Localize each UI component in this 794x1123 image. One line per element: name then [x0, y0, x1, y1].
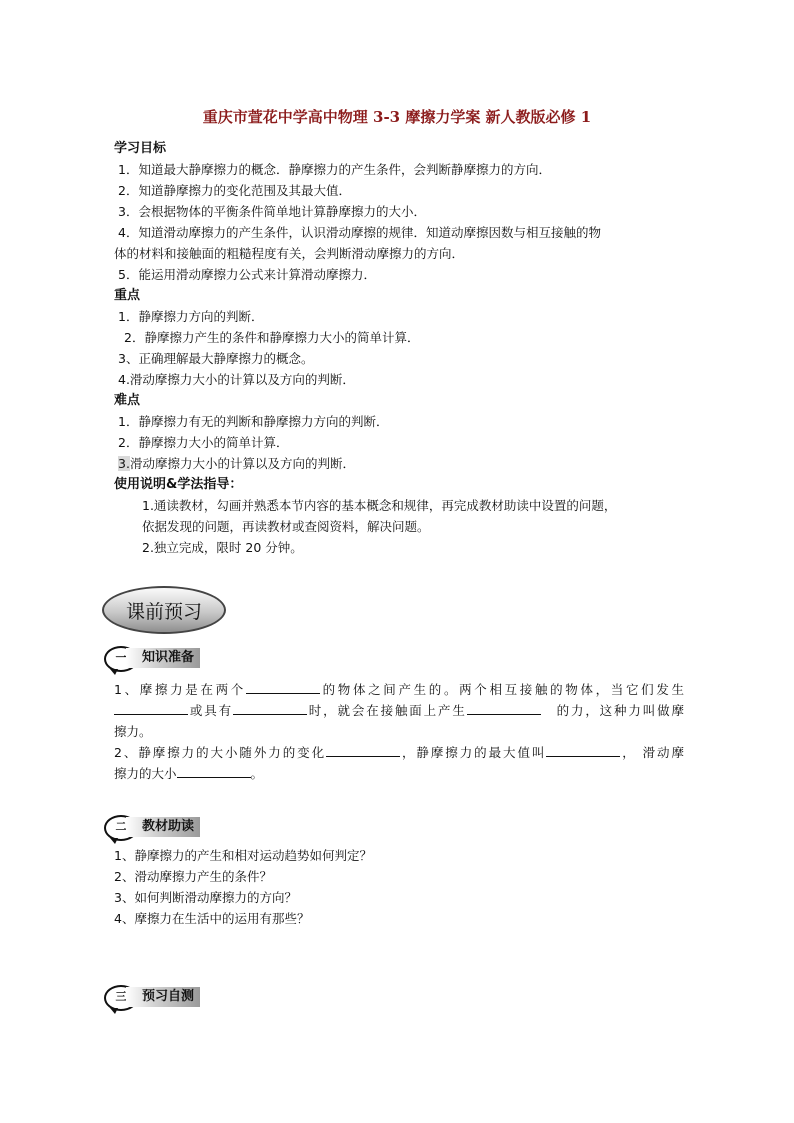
textbook-questions — [114, 845, 684, 929]
question-line — [114, 742, 684, 763]
instruction-item: 2.独立完成，限时 20 分钟。 — [142, 540, 303, 555]
section-label: 教材助读 — [126, 817, 200, 837]
question-line — [114, 700, 684, 721]
question-line: 3、如何判断滑动摩擦力的方向？ — [114, 890, 297, 905]
speech-bubble-icon: 二 — [104, 815, 138, 841]
objective-item: 1．知道最大静摩擦力的概念．静摩擦力的产生条件，会判断静摩擦力的方向． — [118, 162, 551, 177]
instruction-item: 1.通读教材，勾画并熟悉本节内容的基本概念和规律，再完成教材助读中设置的问题， — [142, 498, 617, 513]
difficulty-item-text: 滑动摩擦力大小的计算以及方向的判断． — [129, 456, 355, 471]
question-text: 2、静摩擦力的大小随外力的变化 — [114, 745, 327, 760]
answer-blank[interactable] — [546, 742, 620, 757]
section-header-knowledge — [104, 646, 224, 672]
question-text: 时，就会在接触面上产生 — [306, 703, 467, 718]
answer-blank[interactable] — [233, 700, 307, 715]
question-text: 1、摩擦力是在两个 — [114, 682, 246, 697]
preview-banner: 课前预习 — [102, 586, 226, 634]
key-points-heading: 重点 — [114, 288, 141, 303]
key-point-item: 1．静摩擦力方向的判断． — [118, 309, 264, 324]
question-line: 1、静摩擦力的产生和相对运动趋势如何判定？ — [114, 848, 372, 863]
question-line — [114, 763, 684, 784]
section-header-self-test — [104, 985, 224, 1011]
answer-blank[interactable] — [326, 742, 400, 757]
objective-item: 3．会根据物体的平衡条件简单地计算静摩擦力的大小． — [118, 204, 426, 219]
difficulty-item: 2．静摩擦力大小的简单计算． — [118, 435, 289, 450]
answer-blank[interactable] — [114, 700, 188, 715]
section-header-textbook — [104, 815, 224, 841]
question-text: 。 — [250, 766, 264, 781]
page-title: 重庆市萱花中学高中物理 3-3 摩擦力学案 新人教版必修 1 — [202, 108, 592, 126]
objective-item-continued: 体的材料和接触面的粗糙程度有关，会判断滑动摩擦力的方向． — [114, 246, 465, 261]
key-point-item: 3、正确理解最大静摩擦力的概念。 — [118, 351, 314, 366]
question-text: 擦力的大小 — [114, 766, 177, 781]
objective-item: 2．知道静摩擦力的变化范围及其最大值． — [118, 183, 351, 198]
answer-blank[interactable] — [177, 763, 251, 778]
question-text: 或具有 — [188, 703, 233, 718]
section-label: 知识准备 — [126, 648, 200, 668]
knowledge-questions — [114, 679, 684, 784]
speech-bubble-icon: 三 — [104, 985, 138, 1011]
question-text: 的力，这种力叫做摩 — [554, 703, 684, 718]
highlighted-number: 3. — [118, 456, 130, 471]
question-text: ，静摩擦力的最大值叫 — [400, 745, 547, 760]
objectives-heading: 学习目标 — [114, 141, 167, 156]
objective-item: 5．能运用滑动摩擦力公式来计算滑动摩擦力． — [118, 267, 376, 282]
question-line — [114, 679, 684, 700]
instruction-item-continued: 依据发现的问题，再读教材或查阅资料，解决问题。 — [142, 519, 430, 534]
question-line: 4、摩擦力在生活中的运用有那些？ — [114, 911, 310, 926]
difficulty-item — [114, 453, 694, 474]
answer-blank[interactable] — [246, 679, 320, 694]
answer-blank[interactable] — [467, 700, 541, 715]
section-label: 预习自测 — [126, 987, 200, 1007]
question-text: 的物体之间产生的。两个相互接触的物体，当它们发生 — [319, 682, 684, 697]
difficulties-heading: 难点 — [114, 393, 141, 408]
key-point-item: 4.滑动摩擦力大小的计算以及方向的判断． — [118, 372, 355, 387]
key-point-item: 2．静摩擦力产生的条件和静摩擦力大小的简单计算． — [124, 330, 420, 345]
speech-bubble-icon: 一 — [104, 646, 138, 672]
question-line: 2、滑动摩擦力产生的条件？ — [114, 869, 272, 884]
instructions-heading: 使用说明&学法指导： — [114, 477, 243, 492]
study-guide-intro — [114, 138, 694, 558]
objective-item: 4．知道滑动摩擦力的产生条件，认识滑动摩擦的规律．知道动摩擦因数与相互接触的物 — [118, 225, 601, 240]
difficulty-item: 1．静摩擦力有无的判断和静摩擦力方向的判断． — [118, 414, 389, 429]
question-line: 擦力。 — [114, 724, 152, 739]
question-text: ， 滑动摩 — [620, 745, 684, 760]
